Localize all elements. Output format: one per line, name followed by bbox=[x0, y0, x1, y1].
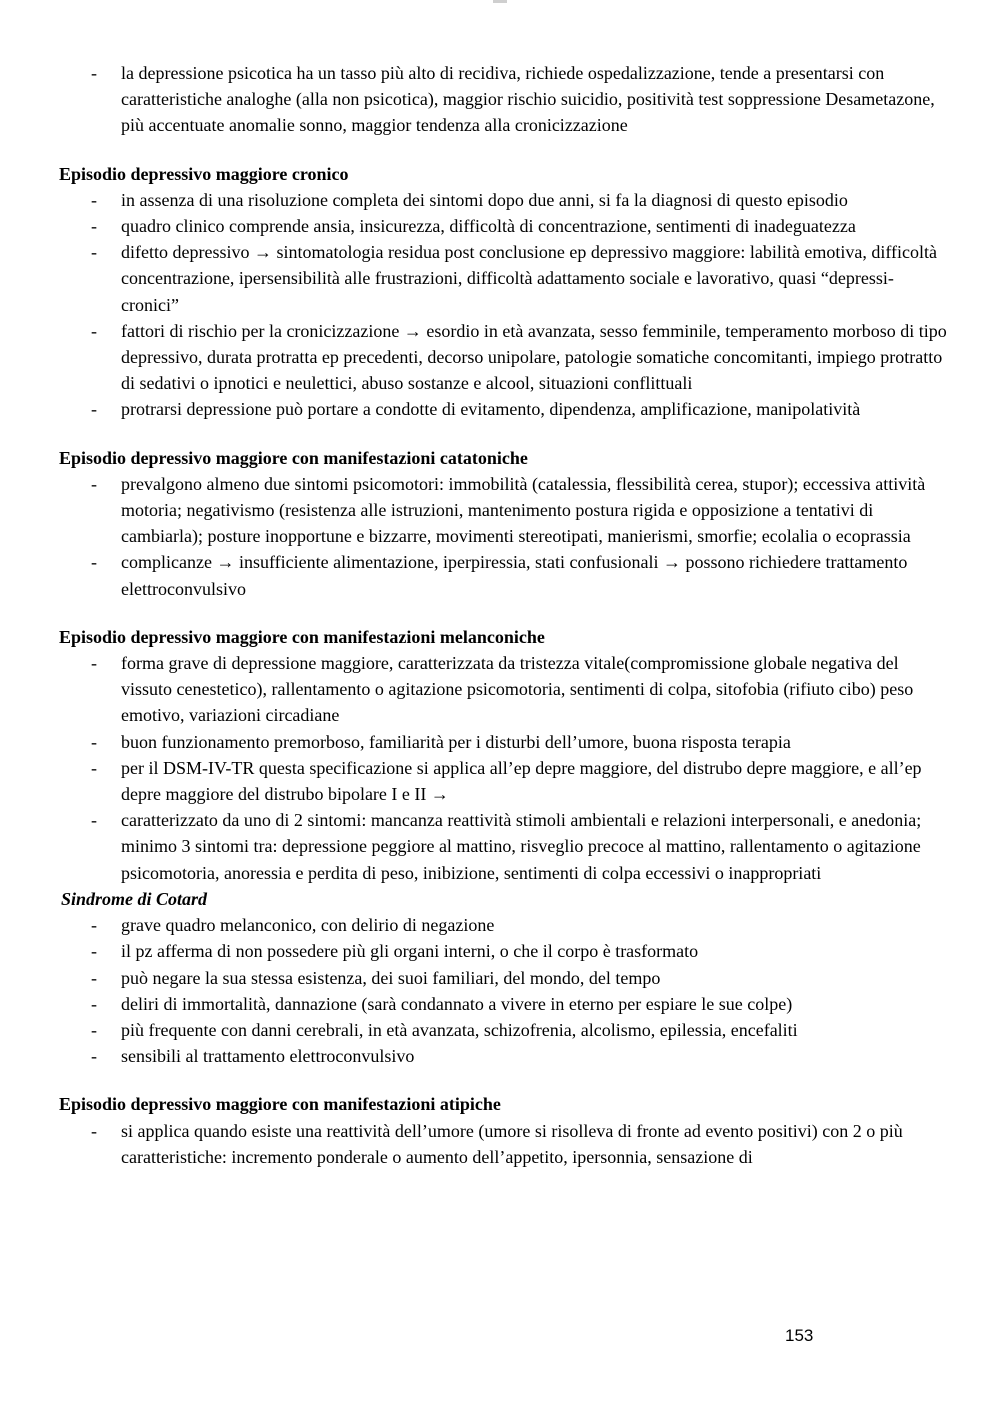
section-heading-atipiche: Episodio depressivo maggiore con manifestazioni atipiche bbox=[59, 1094, 501, 1115]
section-list-cronico bbox=[59, 187, 949, 423]
list-item: - sensibili al trattamento elettroconvulsivo bbox=[121, 1043, 949, 1069]
list-item: - complicanze → insufficiente alimentazione, iperpiressia, stati confusionali → possono richiedere trattamento elettroconvulsivo bbox=[121, 549, 949, 601]
list-item: - grave quadro melanconico, con delirio di negazione bbox=[121, 912, 949, 938]
list-item: - più frequente con danni cerebrali, in età avanzata, schizofrenia, alcolismo, epilessia, encefaliti bbox=[121, 1017, 949, 1043]
section-list-atipiche bbox=[59, 1118, 949, 1170]
list-item: - difetto depressivo → sintomatologia residua post conclusione ep depressivo maggiore: labilità emotiva, difficoltà concentrazione, ipersensibilità alle frustrazioni, difficoltà adattamento sociale e lavorativo, quasi “depressi-cronici” bbox=[121, 239, 949, 318]
section-heading-cronico: Episodio depressivo maggiore cronico bbox=[59, 163, 349, 184]
list-item: - deliri di immortalità, dannazione (sarà condannato a vivere in eterno per espiare le sue colpe) bbox=[121, 991, 949, 1017]
section-heading-catatoniche: Episodio depressivo maggiore con manifestazioni catatoniche bbox=[59, 447, 528, 468]
section-list-melanconiche bbox=[59, 650, 949, 886]
list-item: - prevalgono almeno due sintomi psicomotori: immobilità (catalessia, flessibilità cerea, stupor); eccessiva attività motoria; negativismo (resistenza alle istruzioni, mantenimento postura rigida e opposizione a tentativi di cambiarla); posture inopportune e bizzarre, movimenti stereotipati, manierismi, smorfie; ecolalia o ecoprassia bbox=[121, 471, 949, 550]
header-mark bbox=[493, 0, 507, 3]
section-list-cotard bbox=[59, 912, 949, 1069]
section-list-catatoniche bbox=[59, 471, 949, 602]
subsection-heading-cotard: Sindrome di Cotard bbox=[61, 888, 208, 909]
list-item: - si applica quando esiste una reattività dell’umore (umore si risolleva di fronte ad evento positivi) con 2 o più caratteristiche: incremento ponderale o aumento dell’appetito, ipersonnia, sensazione di bbox=[121, 1118, 949, 1170]
list-item: - può negare la sua stessa esistenza, dei suoi familiari, del mondo, del tempo bbox=[121, 965, 949, 991]
page-number: 153 bbox=[785, 1326, 814, 1345]
list-item: - in assenza di una risoluzione completa dei sintomi dopo due anni, si fa la diagnosi di questo episodio bbox=[121, 187, 949, 213]
list-item: - fattori di rischio per la cronicizzazione → esordio in età avanzata, sesso femminile, temperamento morboso di tipo depressivo, durata protratta ep precedenti, decorso unipolare, patologie somatiche concomitanti, impiego protratto di sedativi o ipnotici e neulettici, abuso sostanze e alcool, situazioni conflittuali bbox=[121, 318, 949, 397]
list-item: - quadro clinico comprende ansia, insicurezza, difficoltà di concentrazione, sentimenti di inadeguatezza bbox=[121, 213, 949, 239]
document-page bbox=[59, 60, 949, 1170]
list-item: - protrarsi depressione può portare a condotte di evitamento, dipendenza, amplificazione, manipolatività bbox=[121, 396, 949, 422]
intro-list bbox=[59, 60, 949, 139]
list-item: - per il DSM-IV-TR questa specificazione si applica all’ep depre maggiore, del distrubo depre maggiore, e all’ep depre maggiore del distrubo bipolare I e II → bbox=[121, 755, 949, 807]
list-item: - caratterizzato da uno di 2 sintomi: mancanza reattività stimoli ambientali e relazioni interpersonali, e anedonia; minimo 3 sintomi tra: depressione peggiore al mattino, risveglio precoce al mattino, rallentamento o agitazione psicomotoria, anoressia e perdita di peso, inibizione, sentimenti di colpa eccessivi o inappropriati bbox=[121, 807, 949, 886]
section-heading-melanconiche: Episodio depressivo maggiore con manifestazioni melanconiche bbox=[59, 626, 545, 647]
list-item: - forma grave di depressione maggiore, caratterizzata da tristezza vitale(compromissione globale negativa del vissuto cenestetico), rallentamento o agitazione psicomotoria, sentimenti di colpa, sitofobia (rifiuto cibo) peso emotivo, variazioni circadiane bbox=[121, 650, 949, 729]
list-item: - buon funzionamento premorboso, familiarità per i disturbi dell’umore, buona risposta terapia bbox=[121, 729, 949, 755]
list-item: - il pz afferma di non possedere più gli organi interni, o che il corpo è trasformato bbox=[121, 938, 949, 964]
list-item: - la depressione psicotica ha un tasso più alto di recidiva, richiede ospedalizzazione, tende a presentarsi con caratteristiche analoghe (alla non psicotica), maggior rischio suicidio, positività test soppressione Desametazone, più accentuate anomalie sonno, maggior tendenza alla cronicizzazione bbox=[121, 60, 949, 139]
